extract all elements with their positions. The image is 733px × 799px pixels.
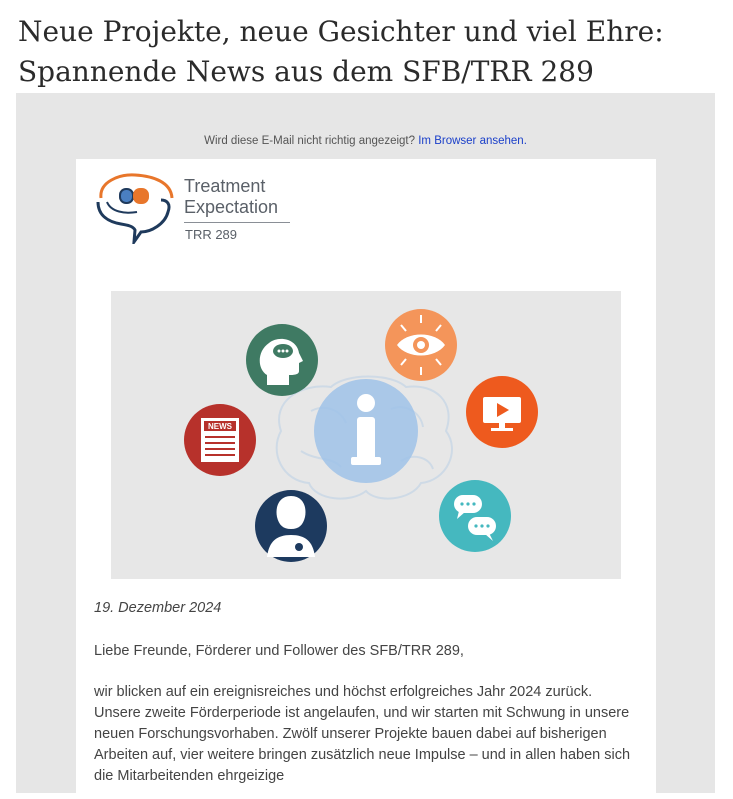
- hero-image: [111, 291, 621, 579]
- chat-bubbles-icon: [439, 480, 511, 552]
- page-title-line-1: Neue Projekte, neue Gesichter und viel Ehre:: [18, 15, 664, 48]
- video-player-icon: [466, 376, 538, 448]
- eye-icon: [385, 309, 457, 381]
- newspaper-icon: [184, 404, 256, 476]
- logo-wordmark: [184, 176, 278, 218]
- logo[interactable]: [95, 172, 295, 244]
- logo-line-2: Expectation: [184, 197, 279, 217]
- email-frame: [16, 93, 715, 793]
- intro-paragraph: wir blicken auf ein ereignisreiches und höchst erfolgreiches Jahr 2024 zurück. Unsere zweite Förderperiode ist angelaufen, und wir starten mit Schwung in unsere neuen Forschungsvorhaben. Zwölf unserer Projekte bauen dabei auf bisherigen Arbeiten auf, vier weitere bringen zusätzlich neue Impulse – und in allen haben sich die Mitarbeitenden ehrgeizige: [94, 684, 631, 784]
- preheader-text: Wird diese E-Mail nicht richtig angezeigt?: [204, 135, 416, 147]
- newsletter-date: 19. Dezember 2024: [94, 600, 222, 616]
- logo-line-1: Treatment: [184, 176, 266, 196]
- logo-divider: [184, 222, 290, 223]
- page-title-line-2: Spannende News aus dem SFB/TRR 289: [18, 55, 594, 88]
- info-icon: [314, 379, 418, 483]
- page-title: [18, 12, 718, 92]
- greeting: Liebe Freunde, Förderer und Follower des SFB/TRR 289,: [94, 643, 464, 659]
- newspaper-news-label: NEWS: [208, 422, 232, 431]
- head-speech-icon: [246, 324, 318, 396]
- brain-capsule-logo-icon: [95, 172, 177, 244]
- preheader: [16, 135, 715, 147]
- email-card: [76, 159, 656, 799]
- person-avatar-icon: [255, 490, 327, 562]
- logo-subtitle: TRR 289: [185, 227, 238, 242]
- view-in-browser-link[interactable]: Im Browser ansehen.: [418, 135, 527, 147]
